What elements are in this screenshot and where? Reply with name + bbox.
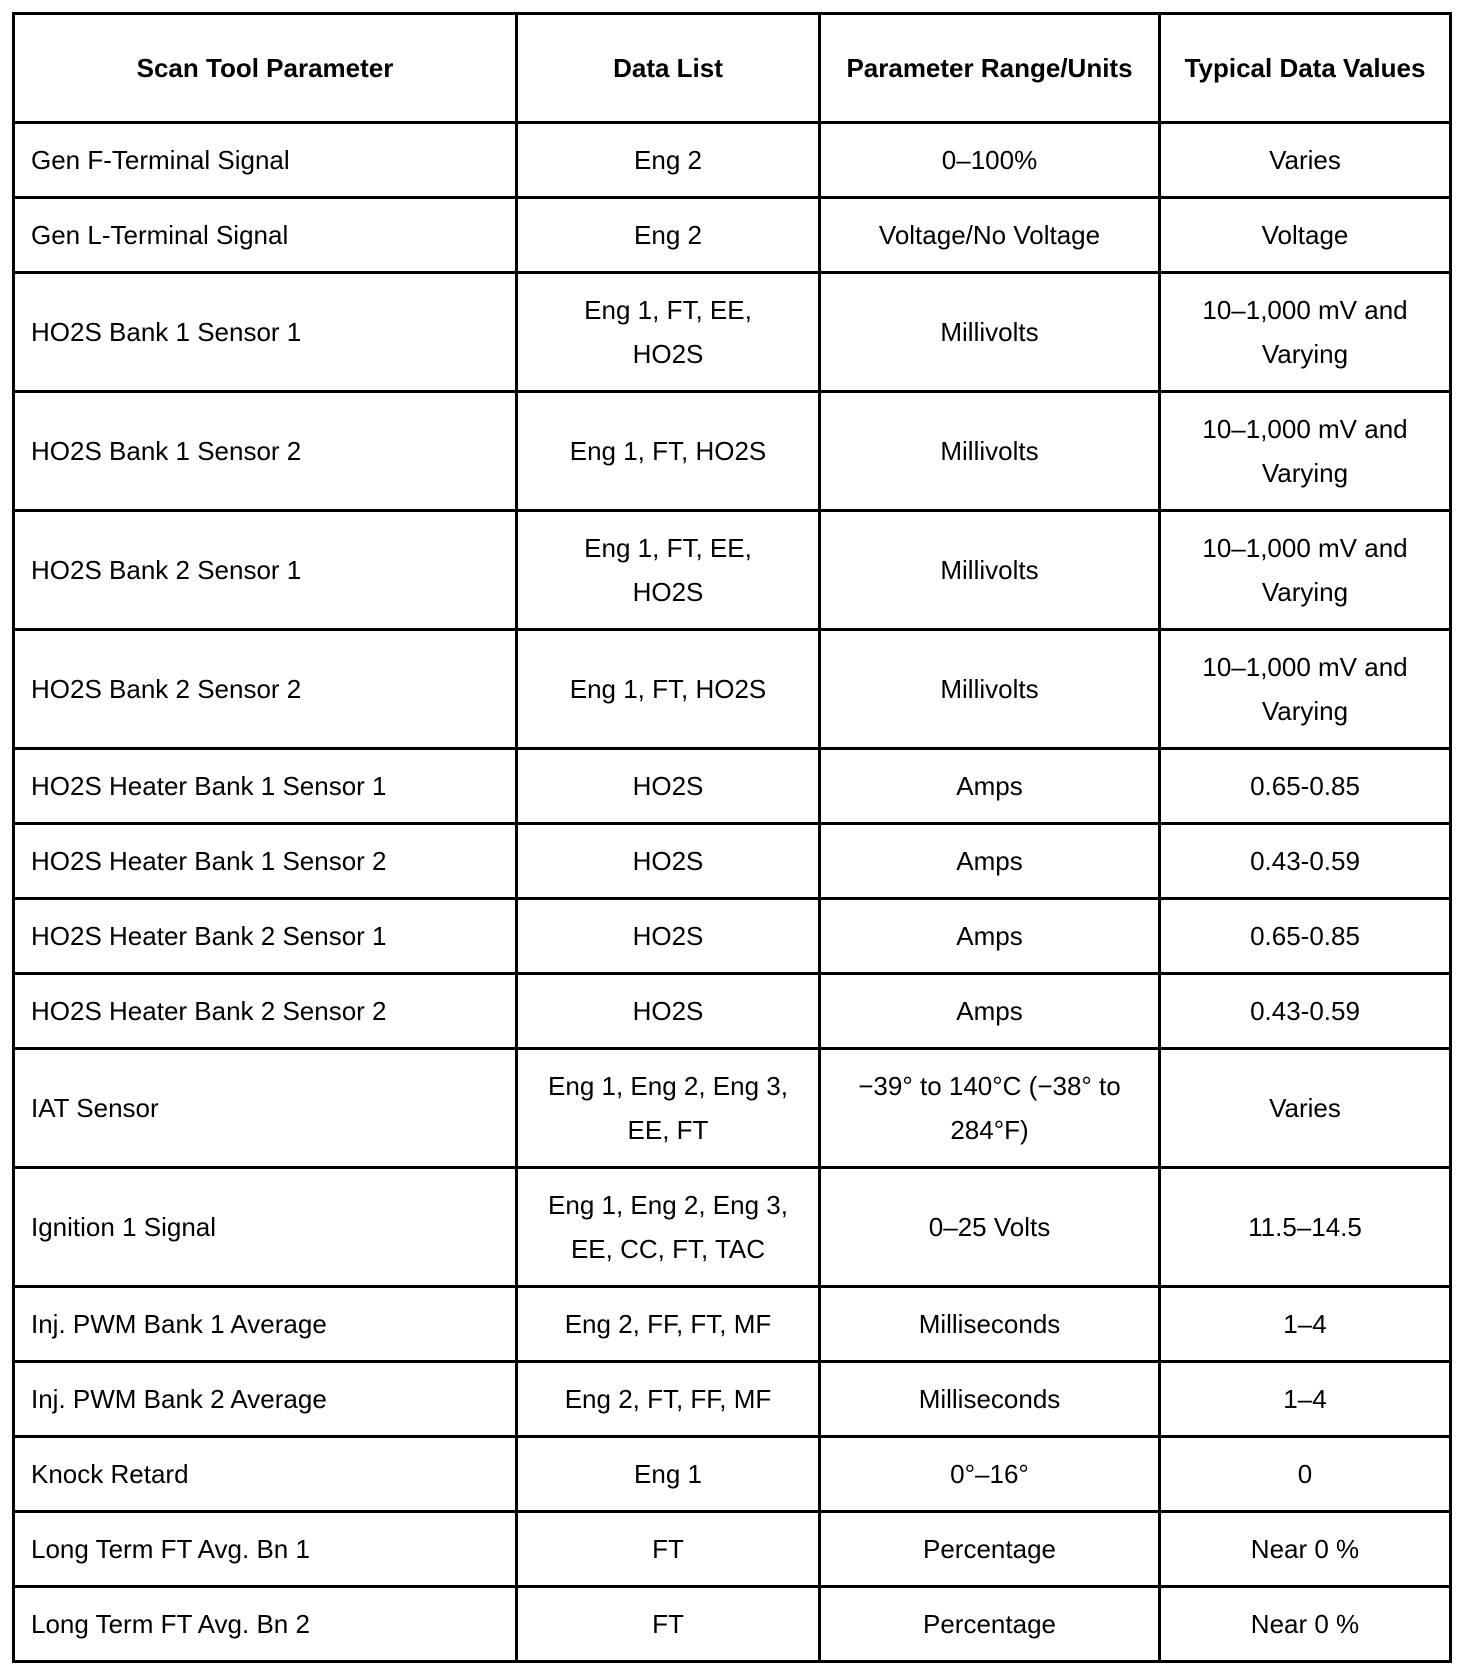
cell-data-list: Eng 2, FF, FT, MF [517, 1287, 820, 1362]
cell-data-list: Eng 1, Eng 2, Eng 3, EE, FT [517, 1049, 820, 1168]
table-row [14, 123, 1451, 198]
table-row [14, 1587, 1451, 1662]
cell-data-list: HO2S [517, 899, 820, 974]
table-row [14, 974, 1451, 1049]
cell-range-units: 0–25 Volts [820, 1168, 1160, 1287]
cell-typical-value: Near 0 % [1160, 1512, 1451, 1587]
cell-typical-value: 1–4 [1160, 1362, 1451, 1437]
cell-parameter: Long Term FT Avg. Bn 2 [14, 1587, 517, 1662]
cell-parameter: HO2S Bank 1 Sensor 2 [14, 392, 517, 511]
cell-data-list: Eng 1, FT, EE, HO2S [517, 511, 820, 630]
header-row [14, 14, 1451, 123]
cell-data-list: Eng 1, FT, HO2S [517, 392, 820, 511]
cell-typical-value: 0.43-0.59 [1160, 824, 1451, 899]
table-row [14, 1437, 1451, 1512]
cell-data-list: Eng 2, FT, FF, MF [517, 1362, 820, 1437]
header-parameter-range-units: Parameter Range/Units [820, 14, 1160, 123]
cell-parameter: HO2S Bank 1 Sensor 1 [14, 273, 517, 392]
table-row [14, 1168, 1451, 1287]
header-typical-data-values: Typical Data Values [1160, 14, 1451, 123]
cell-parameter: Long Term FT Avg. Bn 1 [14, 1512, 517, 1587]
cell-parameter: HO2S Heater Bank 1 Sensor 2 [14, 824, 517, 899]
table-row [14, 1512, 1451, 1587]
table-row [14, 511, 1451, 630]
table-row [14, 824, 1451, 899]
cell-range-units: Percentage [820, 1512, 1160, 1587]
cell-typical-value: 10–1,000 mV and Varying [1160, 273, 1451, 392]
table-row [14, 273, 1451, 392]
cell-parameter: HO2S Bank 2 Sensor 2 [14, 630, 517, 749]
cell-typical-value: 0.65-0.85 [1160, 749, 1451, 824]
table-row [14, 899, 1451, 974]
cell-typical-value: 10–1,000 mV and Varying [1160, 630, 1451, 749]
cell-parameter: Gen F-Terminal Signal [14, 123, 517, 198]
cell-typical-value: 10–1,000 mV and Varying [1160, 392, 1451, 511]
table-row [14, 198, 1451, 273]
cell-data-list: Eng 1 [517, 1437, 820, 1512]
cell-data-list: Eng 1, FT, HO2S [517, 630, 820, 749]
table-row [14, 749, 1451, 824]
table-row [14, 630, 1451, 749]
cell-typical-value: Varies [1160, 1049, 1451, 1168]
cell-range-units: Amps [820, 824, 1160, 899]
cell-parameter: Inj. PWM Bank 2 Average [14, 1362, 517, 1437]
cell-parameter: Gen L-Terminal Signal [14, 198, 517, 273]
cell-data-list: HO2S [517, 824, 820, 899]
cell-range-units: Millivolts [820, 273, 1160, 392]
cell-parameter: Ignition 1 Signal [14, 1168, 517, 1287]
cell-parameter: Inj. PWM Bank 1 Average [14, 1287, 517, 1362]
cell-data-list: FT [517, 1587, 820, 1662]
cell-range-units: 0°–16° [820, 1437, 1160, 1512]
cell-parameter: HO2S Bank 2 Sensor 1 [14, 511, 517, 630]
table-row [14, 392, 1451, 511]
cell-range-units: Percentage [820, 1587, 1160, 1662]
cell-typical-value: Voltage [1160, 198, 1451, 273]
cell-range-units: Milliseconds [820, 1362, 1160, 1437]
cell-parameter: HO2S Heater Bank 2 Sensor 1 [14, 899, 517, 974]
cell-typical-value: 0 [1160, 1437, 1451, 1512]
header-data-list: Data List [517, 14, 820, 123]
cell-typical-value: Near 0 % [1160, 1587, 1451, 1662]
cell-typical-value: 0.43-0.59 [1160, 974, 1451, 1049]
cell-range-units: Millivolts [820, 392, 1160, 511]
header-scan-tool-parameter: Scan Tool Parameter [14, 14, 517, 123]
cell-typical-value: 11.5–14.5 [1160, 1168, 1451, 1287]
scan-tool-data-table [12, 12, 1452, 1663]
table-row [14, 1362, 1451, 1437]
cell-data-list: Eng 1, FT, EE, HO2S [517, 273, 820, 392]
cell-parameter: IAT Sensor [14, 1049, 517, 1168]
cell-data-list: Eng 2 [517, 198, 820, 273]
cell-typical-value: 10–1,000 mV and Varying [1160, 511, 1451, 630]
cell-range-units: Amps [820, 749, 1160, 824]
cell-range-units: Millivolts [820, 630, 1160, 749]
cell-typical-value: 0.65-0.85 [1160, 899, 1451, 974]
cell-range-units: −39° to 140°C (−38° to 284°F) [820, 1049, 1160, 1168]
cell-range-units: Amps [820, 899, 1160, 974]
table-row [14, 1287, 1451, 1362]
cell-typical-value: 1–4 [1160, 1287, 1451, 1362]
cell-range-units: Voltage/No Voltage [820, 198, 1160, 273]
cell-range-units: 0–100% [820, 123, 1160, 198]
cell-range-units: Milliseconds [820, 1287, 1160, 1362]
cell-typical-value: Varies [1160, 123, 1451, 198]
cell-data-list: Eng 1, Eng 2, Eng 3, EE, CC, FT, TAC [517, 1168, 820, 1287]
cell-parameter: HO2S Heater Bank 2 Sensor 2 [14, 974, 517, 1049]
cell-parameter: HO2S Heater Bank 1 Sensor 1 [14, 749, 517, 824]
cell-data-list: HO2S [517, 974, 820, 1049]
cell-data-list: FT [517, 1512, 820, 1587]
cell-data-list: Eng 2 [517, 123, 820, 198]
cell-range-units: Millivolts [820, 511, 1160, 630]
cell-parameter: Knock Retard [14, 1437, 517, 1512]
cell-data-list: HO2S [517, 749, 820, 824]
cell-range-units: Amps [820, 974, 1160, 1049]
table-row [14, 1049, 1451, 1168]
